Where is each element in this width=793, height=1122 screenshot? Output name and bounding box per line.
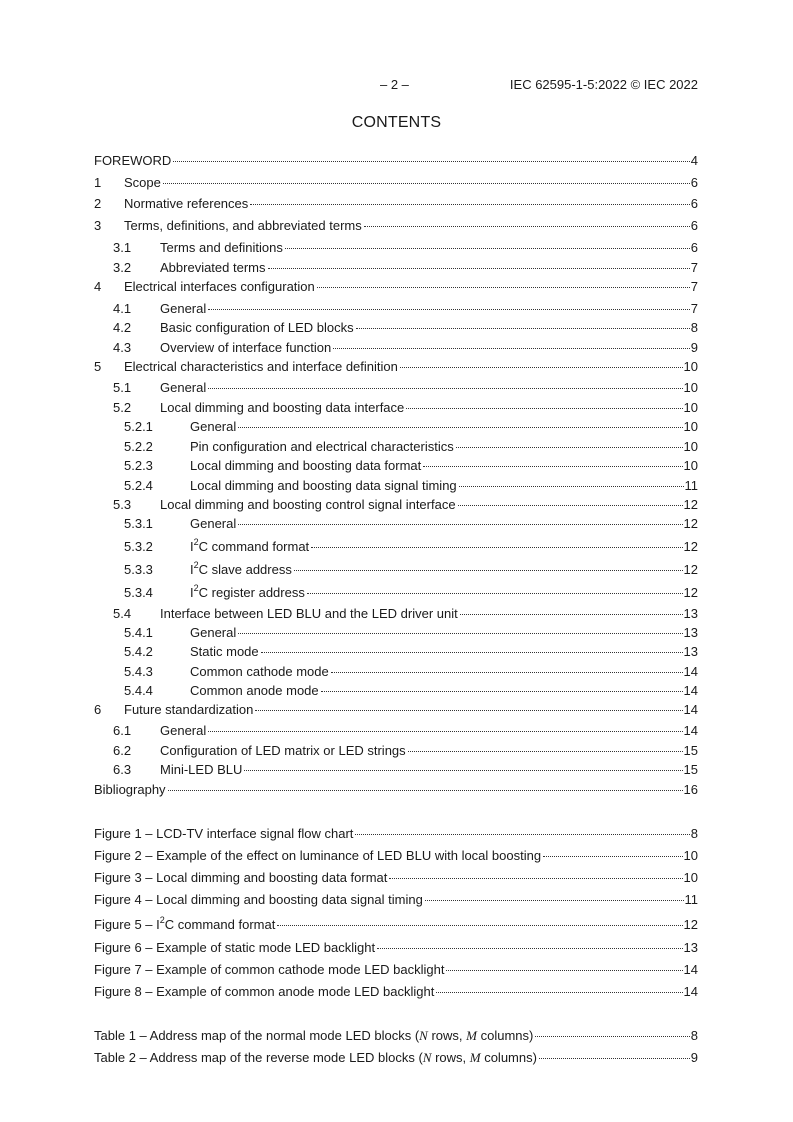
page-ref: 13: [683, 940, 698, 955]
toc-entry[interactable]: [94, 400, 698, 416]
section-number: 4.2: [113, 320, 132, 335]
dot-leader: [208, 387, 682, 389]
section-number: 5.2: [113, 400, 132, 415]
section-number: 4: [94, 279, 102, 294]
dot-leader: [356, 327, 690, 329]
dot-leader: [285, 247, 690, 249]
figure-entry[interactable]: [94, 984, 698, 1000]
page-ref: 9: [690, 340, 698, 355]
toc-entry[interactable]: [94, 497, 698, 513]
entry-title: General: [190, 419, 237, 434]
section-number: 4.3: [113, 340, 132, 355]
figure-entry[interactable]: [94, 940, 698, 956]
dot-leader: [307, 592, 683, 594]
dot-leader: [406, 407, 682, 409]
figure-entry[interactable]: [94, 848, 698, 864]
toc-entry[interactable]: [94, 240, 698, 256]
entry-title: Static mode: [190, 644, 259, 659]
dot-leader: [238, 632, 682, 634]
figure-entry[interactable]: [94, 826, 698, 842]
dot-leader: [364, 225, 690, 227]
page-ref: 14: [683, 984, 698, 999]
entry-title: General: [160, 380, 207, 395]
section-number: 5.4.3: [124, 664, 153, 679]
page-ref: 10: [683, 848, 698, 863]
entry-title: Common cathode mode: [190, 664, 329, 679]
entry-title: General: [190, 625, 237, 640]
superscript: 2: [193, 537, 199, 547]
figure-entry[interactable]: [94, 870, 698, 886]
entry-title: Mini-LED BLU: [160, 762, 243, 777]
entry-title: Local dimming and boosting data interface: [160, 400, 405, 415]
section-number: 1: [94, 175, 102, 190]
dot-leader: [168, 789, 683, 791]
dot-leader: [377, 947, 682, 949]
page-title: CONTENTS: [351, 114, 442, 131]
page-ref: 10: [683, 380, 698, 395]
entry-title: Overview of interface function: [160, 340, 332, 355]
page-ref: 13: [683, 606, 698, 621]
page-ref: 7: [690, 301, 698, 316]
dot-leader: [456, 446, 683, 448]
dot-leader: [208, 730, 682, 732]
entry-title-rest: C command format: [164, 917, 276, 932]
entry-title-prefix: I: [190, 562, 194, 577]
dot-leader: [163, 182, 690, 184]
toc-entry[interactable]: [94, 683, 698, 699]
dot-leader: [317, 286, 690, 288]
page-ref: 15: [683, 743, 698, 758]
toc-entry[interactable]: [94, 478, 698, 494]
section-number: 5: [94, 359, 102, 374]
entry-title: Electrical characteristics and interface definition: [124, 359, 398, 374]
entry-title-part: Table 2 – Address map of the reverse mode LED blocks (: [94, 1050, 423, 1065]
toc-entry[interactable]: [94, 153, 698, 169]
math-variable: M: [466, 1028, 477, 1043]
section-number: 2: [94, 196, 102, 211]
page-ref: 8: [690, 826, 698, 841]
dot-leader: [436, 991, 682, 993]
entry-title: Abbreviated terms: [160, 260, 266, 275]
page-ref: 11: [684, 892, 698, 907]
page-ref: 7: [690, 279, 698, 294]
dot-leader: [268, 267, 690, 269]
page-ref: 6: [690, 240, 698, 255]
section-number: 5.2.4: [124, 478, 153, 493]
toc-entry[interactable]: [94, 585, 698, 601]
page-ref: 13: [683, 644, 698, 659]
dot-leader: [543, 855, 682, 857]
table-entry[interactable]: [94, 1028, 698, 1044]
page-number: – 2 –: [380, 77, 409, 92]
dot-leader: [261, 651, 683, 653]
entry-title: Figure 7 – Example of common cathode mode LED backlight: [94, 962, 445, 977]
dot-leader: [321, 690, 683, 692]
page-ref: 11: [684, 478, 698, 493]
dot-leader: [400, 366, 683, 368]
entry-title: [94, 1028, 534, 1044]
section-number: 6: [94, 702, 102, 717]
entry-title: Terms and definitions: [160, 240, 283, 255]
entry-title: Figure 2 – Example of the effect on luminance of LED BLU with local boosting: [94, 848, 542, 863]
entry-title: Figure 3 – Local dimming and boosting data format: [94, 870, 388, 885]
section-number: 5.2.1: [124, 419, 153, 434]
entry-title: Configuration of LED matrix or LED strings: [160, 743, 406, 758]
toc-entry[interactable]: [94, 279, 698, 295]
entry-title: General: [160, 723, 207, 738]
toc-entry[interactable]: [94, 419, 698, 435]
page-ref: 12: [683, 585, 698, 600]
figure-entry[interactable]: [94, 962, 698, 978]
dot-leader: [294, 569, 683, 571]
toc-entry[interactable]: [94, 743, 698, 759]
section-number: 5.3.2: [124, 539, 153, 554]
entry-title: Common anode mode: [190, 683, 319, 698]
standard-reference: IEC 62595-1-5:2022 © IEC 2022: [509, 77, 698, 92]
entry-title: Local dimming and boosting data signal timing: [190, 478, 457, 493]
section-number: 3.2: [113, 260, 132, 275]
dot-leader: [423, 465, 682, 467]
figure-entry[interactable]: [94, 892, 698, 908]
toc-entry[interactable]: [94, 562, 698, 578]
page-ref: 12: [683, 917, 698, 932]
dot-leader: [277, 924, 682, 926]
dot-leader: [446, 969, 682, 971]
dot-leader: [355, 833, 689, 835]
toc-entry[interactable]: [94, 664, 698, 680]
entry-title: General: [190, 516, 237, 531]
toc-entry[interactable]: [94, 606, 698, 622]
toc-entry[interactable]: [94, 644, 698, 660]
entry-title: FOREWORD: [94, 153, 172, 168]
dot-leader: [255, 709, 682, 711]
entry-title: Figure 1 – LCD-TV interface signal flow chart: [94, 826, 354, 841]
toc-entry[interactable]: [94, 539, 698, 555]
dot-leader: [311, 546, 682, 548]
page-ref: 10: [683, 400, 698, 415]
section-number: 3: [94, 218, 102, 233]
section-number: 5.3.1: [124, 516, 153, 531]
entry-title: [94, 917, 276, 933]
entry-title: [190, 585, 306, 601]
superscript: 2: [193, 583, 199, 593]
section-number: 5.2.2: [124, 439, 153, 454]
superscript: 2: [159, 915, 165, 925]
toc-entry[interactable]: [94, 196, 698, 212]
entry-title: Basic configuration of LED blocks: [160, 320, 354, 335]
page-ref: 8: [690, 1028, 698, 1043]
entry-title-prefix: I: [190, 585, 194, 600]
table-entry[interactable]: [94, 1050, 698, 1066]
dot-leader: [244, 769, 682, 771]
section-number: 3.1: [113, 240, 132, 255]
section-number: 6.3: [113, 762, 132, 777]
toc-entry[interactable]: [94, 625, 698, 641]
section-number: 5.4.1: [124, 625, 153, 640]
page-ref: 14: [683, 683, 698, 698]
page-ref: 14: [683, 702, 698, 717]
dot-leader: [408, 750, 683, 752]
dot-leader: [331, 671, 683, 673]
section-number: 4.1: [113, 301, 132, 316]
page-ref: 10: [683, 458, 698, 473]
page-ref: 14: [683, 723, 698, 738]
page-ref: 10: [683, 359, 698, 374]
page-ref: 4: [690, 153, 698, 168]
entry-title-prefix: Figure 5 – I: [94, 917, 160, 932]
page-ref: 6: [690, 175, 698, 190]
dot-leader: [458, 504, 683, 506]
section-number: 6.1: [113, 723, 132, 738]
figure-entry[interactable]: [94, 917, 698, 933]
section-number: 5.4: [113, 606, 132, 621]
toc-entry[interactable]: [94, 301, 698, 317]
entry-title: Figure 6 – Example of static mode LED backlight: [94, 940, 376, 955]
toc-entry[interactable]: [94, 458, 698, 474]
dot-leader: [539, 1057, 690, 1059]
section-number: 5.3: [113, 497, 132, 512]
entry-title-rest: C command format: [198, 539, 310, 554]
dot-leader: [389, 877, 682, 879]
page-ref: 9: [690, 1050, 698, 1065]
page-ref: 14: [683, 664, 698, 679]
page-ref: 10: [683, 419, 698, 434]
page-ref: 12: [683, 497, 698, 512]
toc-entry[interactable]: [94, 260, 698, 276]
page-ref: 13: [683, 625, 698, 640]
entry-title: Figure 8 – Example of common anode mode LED backlight: [94, 984, 435, 999]
toc-entry[interactable]: [94, 762, 698, 778]
toc-entry[interactable]: [94, 723, 698, 739]
toc-entry[interactable]: [94, 340, 698, 356]
dot-leader: [173, 160, 689, 162]
entry-title: Local dimming and boosting control signal interface: [160, 497, 456, 512]
entry-title-prefix: I: [190, 539, 194, 554]
section-number: 5.2.3: [124, 458, 153, 473]
dot-leader: [250, 203, 689, 205]
entry-title: Interface between LED BLU and the LED driver unit: [160, 606, 458, 621]
entry-title: Scope: [124, 175, 161, 190]
entry-title: Electrical interfaces configuration: [124, 279, 315, 294]
entry-title-rest: C register address: [198, 585, 305, 600]
page-ref: 12: [683, 562, 698, 577]
toc-entry[interactable]: [94, 175, 698, 191]
dot-leader: [460, 613, 683, 615]
dot-leader: [238, 426, 682, 428]
math-variable: M: [469, 1050, 481, 1065]
toc-entry[interactable]: [94, 702, 698, 718]
math-variable: N: [419, 1028, 428, 1043]
page-ref: 10: [683, 870, 698, 885]
entry-title: [94, 1050, 538, 1066]
entry-title-rest: C slave address: [198, 562, 292, 577]
entry-title: [190, 539, 310, 555]
entry-title: [190, 562, 293, 578]
page-ref: 15: [683, 762, 698, 777]
dot-leader: [238, 523, 682, 525]
toc-entry[interactable]: [94, 439, 698, 455]
entry-title: Figure 4 – Local dimming and boosting data signal timing: [94, 892, 423, 907]
page-ref: 8: [690, 320, 698, 335]
dot-leader: [459, 485, 684, 487]
entry-title-part: rows,: [427, 1028, 467, 1043]
entry-title: Normative references: [124, 196, 249, 211]
page-ref: 6: [690, 218, 698, 233]
entry-title-part: columns): [476, 1028, 534, 1043]
toc-entry[interactable]: [94, 359, 698, 375]
dot-leader: [333, 347, 690, 349]
page-ref: 16: [683, 782, 698, 797]
toc-entry[interactable]: [94, 320, 698, 336]
page-ref: 10: [683, 439, 698, 454]
entry-title: Bibliography: [94, 782, 166, 797]
page-ref: 7: [690, 260, 698, 275]
section-number: 5.3.3: [124, 562, 153, 577]
toc-entry[interactable]: [94, 218, 698, 234]
entry-title-part: rows,: [431, 1050, 470, 1065]
section-number: 5.4.4: [124, 683, 153, 698]
entry-title: General: [160, 301, 207, 316]
toc-entry[interactable]: [94, 380, 698, 396]
page-ref: 12: [683, 539, 698, 554]
math-variable: N: [422, 1050, 432, 1065]
toc-entry[interactable]: [94, 782, 698, 798]
page-ref: 14: [683, 962, 698, 977]
entry-title: Pin configuration and electrical characteristics: [190, 439, 454, 454]
dot-leader: [425, 899, 684, 901]
section-number: 5.1: [113, 380, 132, 395]
entry-title: Local dimming and boosting data format: [190, 458, 422, 473]
entry-title: Future standardization: [124, 702, 254, 717]
dot-leader: [208, 308, 690, 310]
section-number: 6.2: [113, 743, 132, 758]
superscript: 2: [193, 560, 199, 570]
entry-title-part: columns): [480, 1050, 537, 1065]
dot-leader: [535, 1035, 689, 1037]
entry-title: Terms, definitions, and abbreviated terms: [124, 218, 362, 233]
toc-entry[interactable]: [94, 516, 698, 532]
entry-title-part: Table 1 – Address map of the normal mode LED blocks (: [94, 1028, 420, 1043]
page-ref: 6: [690, 196, 698, 211]
section-number: 5.4.2: [124, 644, 153, 659]
section-number: 5.3.4: [124, 585, 153, 600]
page-ref: 12: [683, 516, 698, 531]
